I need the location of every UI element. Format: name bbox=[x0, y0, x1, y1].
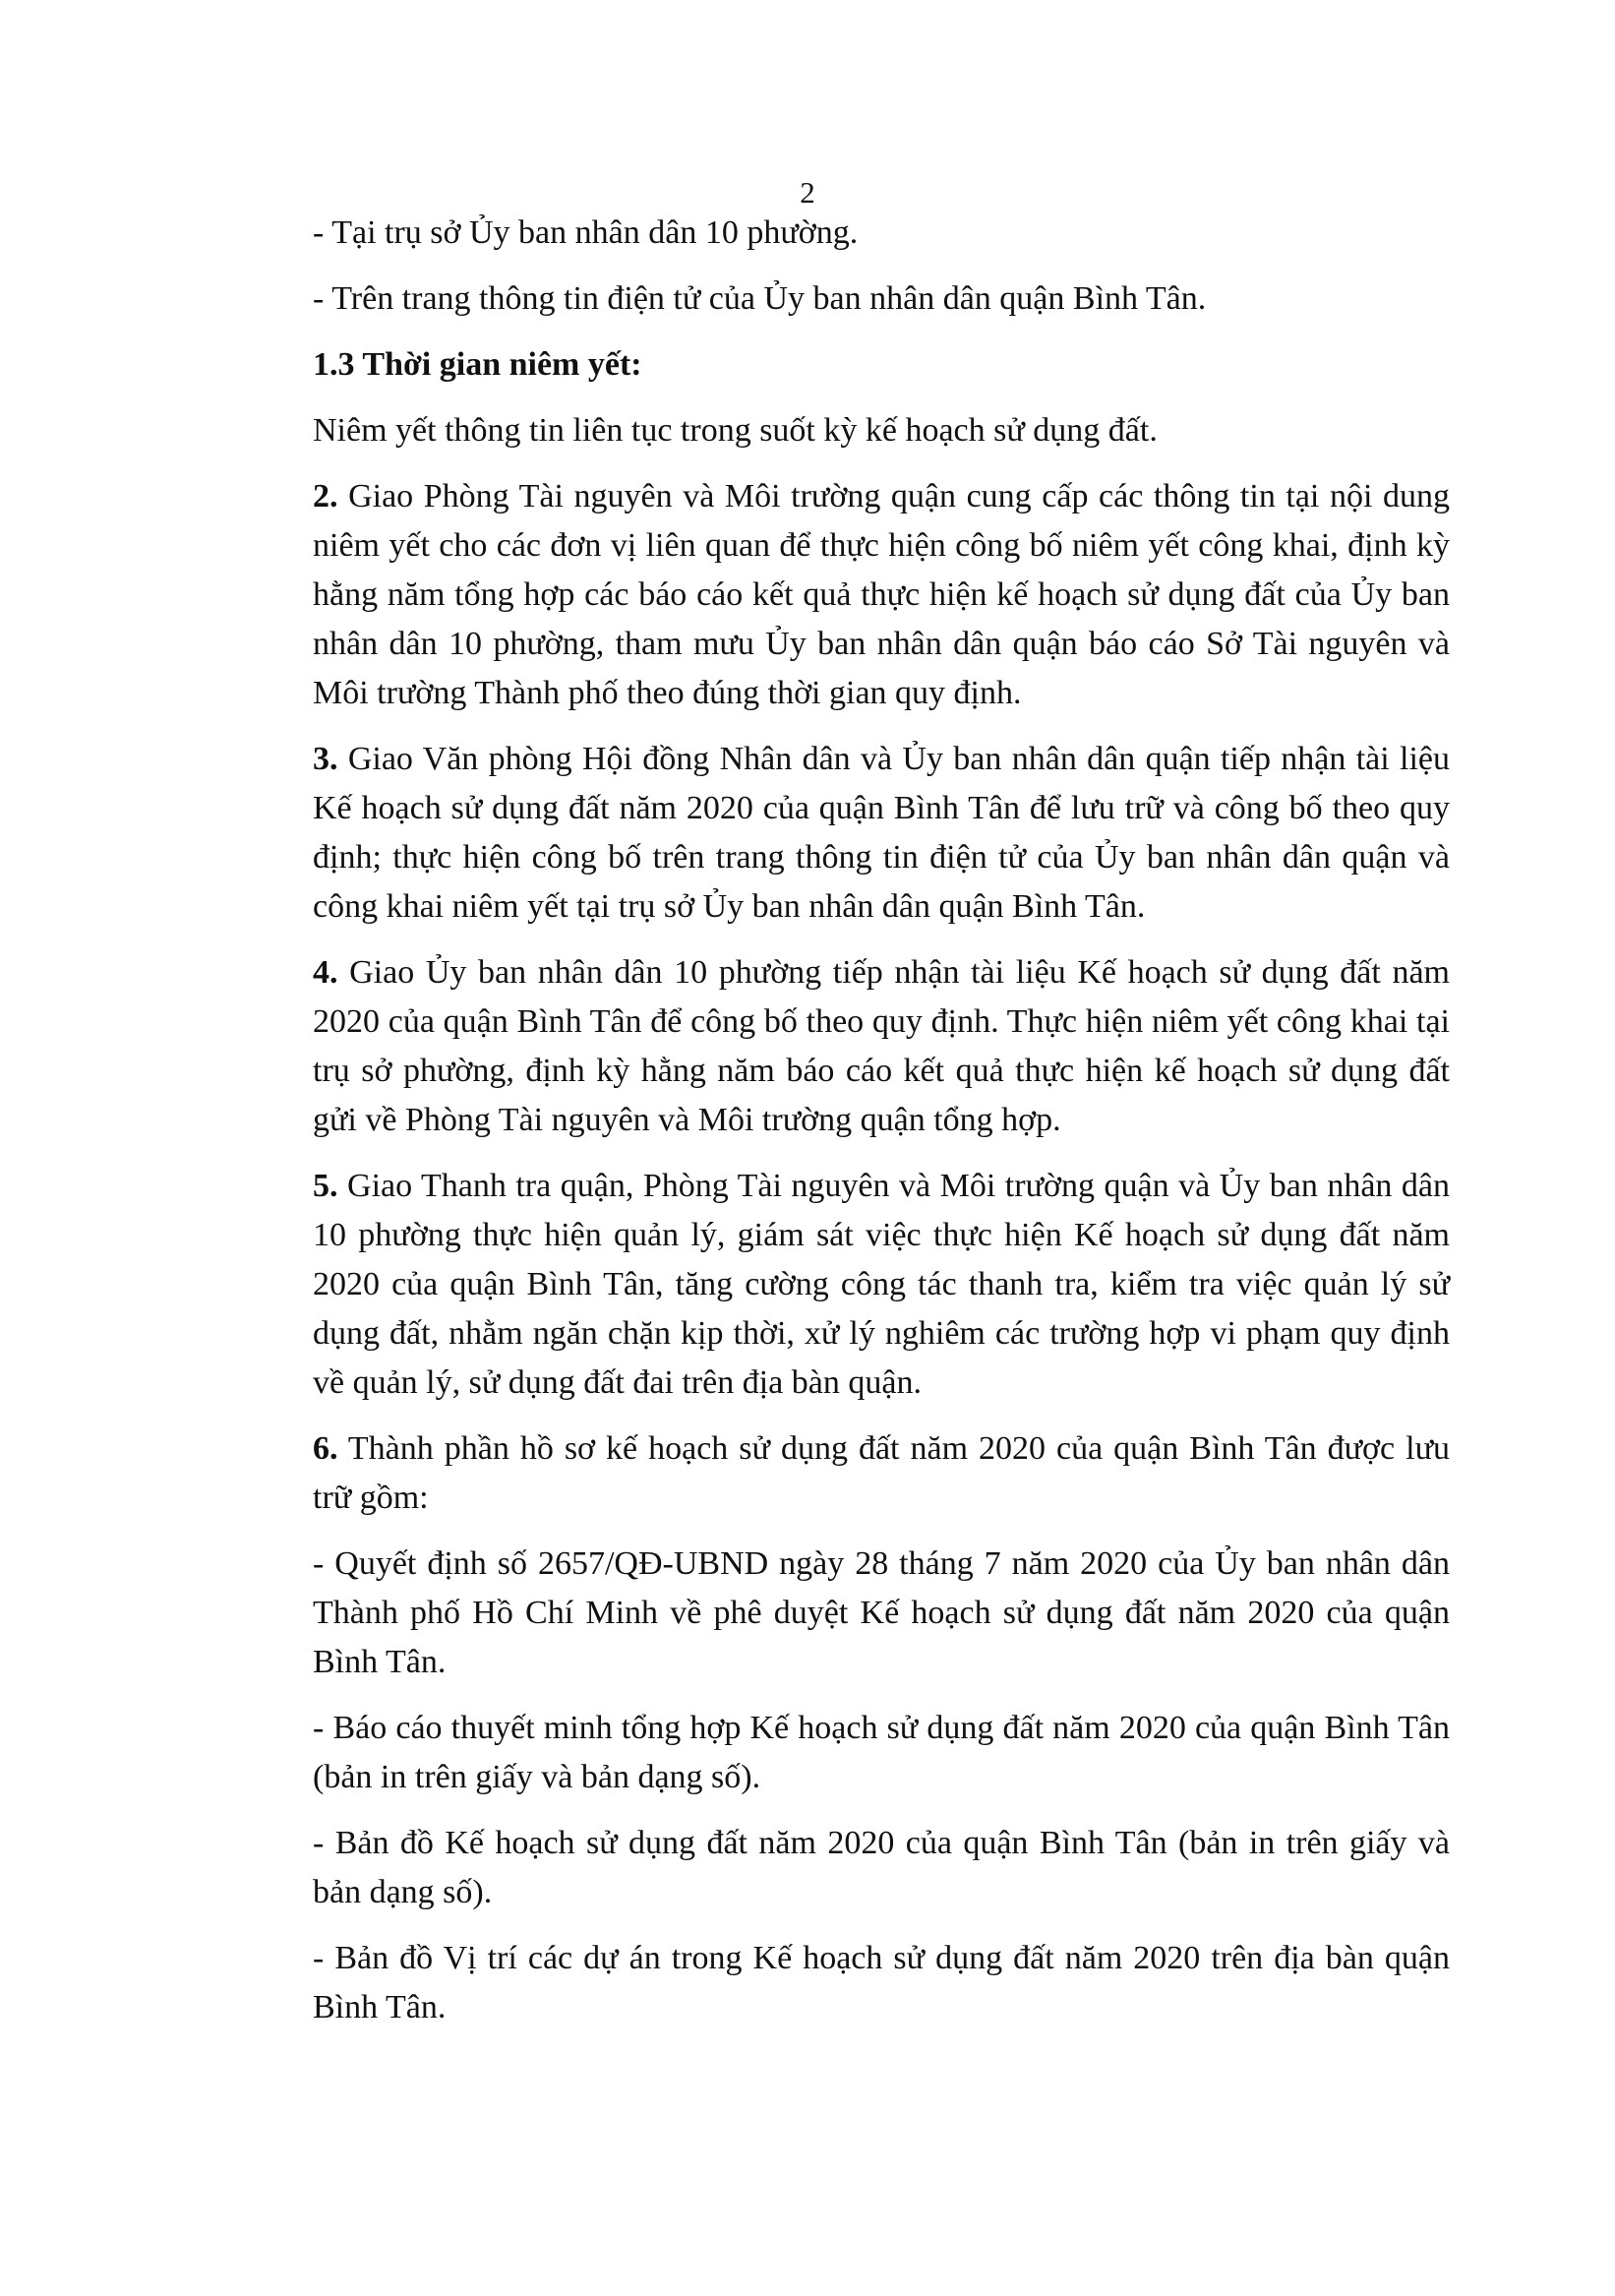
item-text: Giao Ủy ban nhân dân 10 phường tiếp nhận tài liệu Kế hoạch sử dụng đất năm 2020 của quận Bình Tân để công bố theo quy định. Thực hiện niêm yết công khai tại trụ sở phường, định kỳ hằng năm báo cáo kết quả thực hiện kế hoạch sử dụng đất gửi về Phòng Tài nguyên và Môi trường quận tổng hợp. bbox=[313, 954, 1450, 1138]
document-body bbox=[313, 209, 1450, 2049]
item-text: Thành phần hồ sơ kế hoạch sử dụng đất năm 2020 của quận Bình Tân được lưu trữ gồm: bbox=[313, 1430, 1450, 1516]
item-text: Giao Thanh tra quận, Phòng Tài nguyên và Môi trường quận và Ủy ban nhân dân 10 phường thực hiện quản lý, giám sát việc thực hiện Kế hoạch sử dụng đất năm 2020 của quận Bình Tân, tăng cường công tác thanh tra, kiểm tra việc quản lý sử dụng đất, nhằm ngăn chặn kịp thời, xử lý nghiêm các trường hợp vi phạm quy định về quản lý, sử dụng đất đai trên địa bàn quận. bbox=[313, 1168, 1451, 1401]
item-2 bbox=[313, 472, 1450, 718]
paragraph-posting-duration: Niêm yết thông tin liên tục trong suốt kỳ kế hoạch sử dụng đất. bbox=[313, 412, 1158, 449]
item-3 bbox=[313, 735, 1450, 932]
paragraph-posting-ward: - Tại trụ sở Ủy ban nhân dân 10 phường. bbox=[313, 214, 859, 251]
item-number: 3. bbox=[313, 741, 338, 777]
item-5 bbox=[313, 1162, 1450, 1408]
document-list-item: - Bản đồ Vị trí các dự án trong Kế hoạch sử dụng đất năm 2020 trên địa bàn quận Bình Tân. bbox=[313, 1940, 1450, 2025]
document-list-item: - Bản đồ Kế hoạch sử dụng đất năm 2020 của quận Bình Tân (bản in trên giấy và bản dạng số). bbox=[313, 1825, 1450, 1910]
item-text: Giao Văn phòng Hội đồng Nhân dân và Ủy ban nhân dân quận tiếp nhận tài liệu Kế hoạch sử dụng đất năm 2020 của quận Bình Tân để lưu trữ và công bố theo quy định; thực hiện công bố trên trang thông tin điện tử của Ủy ban nhân dân quận và công khai niêm yết tại trụ sở Ủy ban nhân dân quận Bình Tân. bbox=[313, 741, 1451, 925]
item-number: 6. bbox=[313, 1430, 338, 1467]
item-number: 5. bbox=[313, 1168, 338, 1204]
item-4 bbox=[313, 948, 1450, 1145]
item-text: Giao Phòng Tài nguyên và Môi trường quận cung cấp các thông tin tại nội dung niêm yết cho các đơn vị liên quan để thực hiện công bố niêm yết công khai, định kỳ hằng năm tổng hợp các báo cáo kết quả thực hiện kế hoạch sử dụng đất của Ủy ban nhân dân 10 phường, tham mưu Ủy ban nhân dân quận báo cáo Sở Tài nguyên và Môi trường Thành phố theo đúng thời gian quy định. bbox=[313, 478, 1450, 711]
item-6 bbox=[313, 1424, 1450, 1523]
section-heading-1-3: 1.3 Thời gian niêm yết: bbox=[313, 346, 642, 383]
item-number: 2. bbox=[313, 478, 338, 514]
paragraph-posting-website: - Trên trang thông tin điện tử của Ủy ban nhân dân quận Bình Tân. bbox=[313, 280, 1207, 317]
document-list-item: - Quyết định số 2657/QĐ-UBND ngày 28 tháng 7 năm 2020 của Ủy ban nhân dân Thành phố Hồ Chí Minh về phê duyệt Kế hoạch sử dụng đất năm 2020 của quận Bình Tân. bbox=[313, 1545, 1450, 1680]
page-number: 2 bbox=[800, 175, 815, 210]
document-list-item: - Báo cáo thuyết minh tổng hợp Kế hoạch sử dụng đất năm 2020 của quận Bình Tân (bản in trên giấy và bản dạng số). bbox=[313, 1710, 1450, 1795]
item-number: 4. bbox=[313, 954, 338, 991]
